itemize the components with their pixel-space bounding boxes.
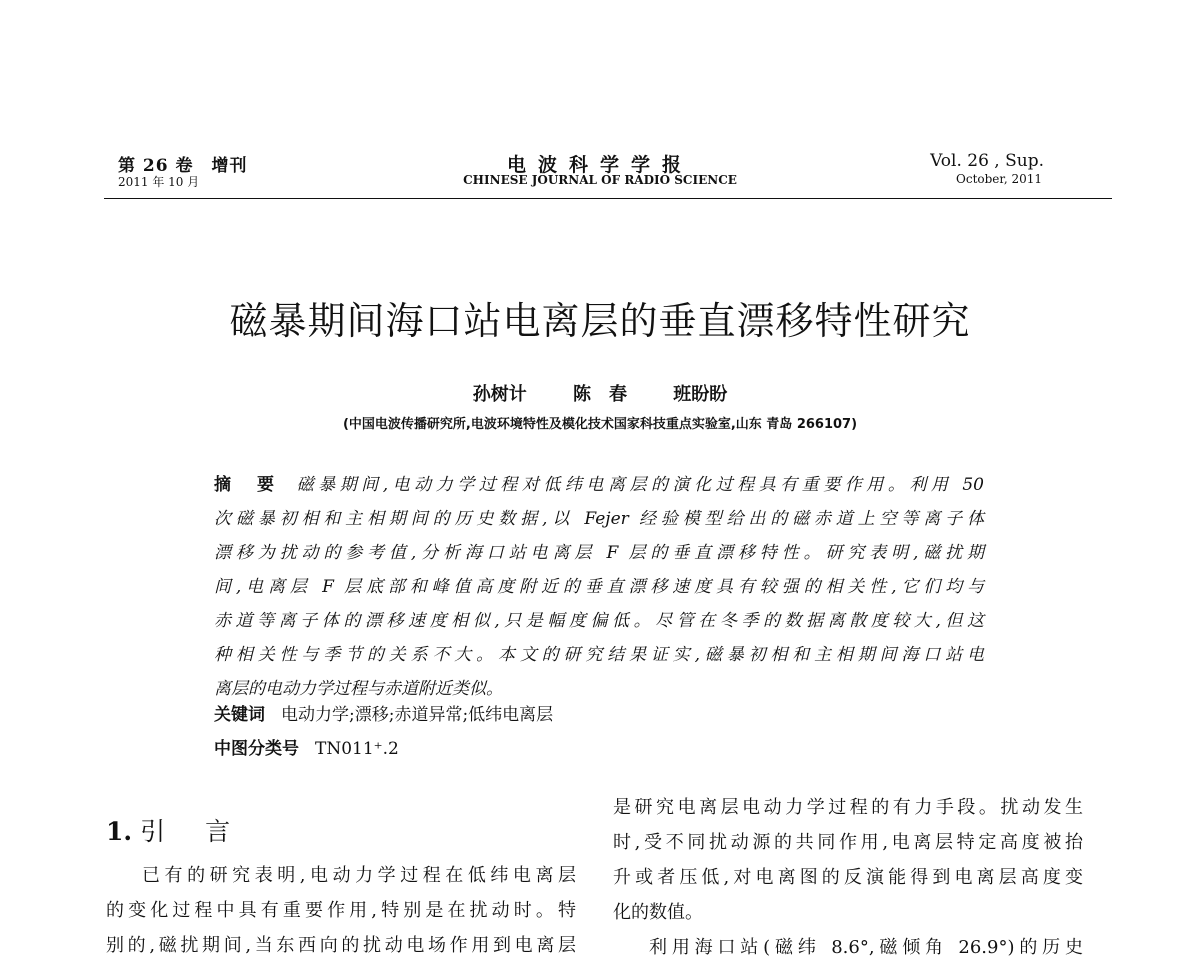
abstract-label: 摘 要 xyxy=(214,475,279,495)
issue-date-en: October, 2011 xyxy=(956,172,1042,186)
abstract-line-7: 离层的电动力学过程与赤道附近类似。 xyxy=(214,679,503,699)
left-line-3: 别的,磁扰期间,当东西向的扰动电场作用到电离层 xyxy=(106,935,576,956)
issue-date: 2011 年 10 月 xyxy=(118,175,200,189)
right-line-3: 升或者压低,对电离图的反演能得到电离层高度变 xyxy=(613,867,1083,888)
author-1: 孙树计 xyxy=(472,384,527,405)
right-line-5: 利用海口站(磁纬 8.6°,磁倾角 26.9°)的历史 xyxy=(649,937,1083,958)
header-rule xyxy=(104,198,1112,199)
author-2: 陈 春 xyxy=(573,384,627,405)
right-line-1: 是研究电离层电动力学过程的有力手段。扰动发生 xyxy=(613,797,1083,818)
abstract-line-5: 赤道等离子体的漂移速度相似,只是幅度偏低。尽管在冬季的数据离散度较大,但这 xyxy=(214,611,984,631)
right-line-4: 化的数值。 xyxy=(613,902,703,923)
classification-code: TN011⁺.2 xyxy=(315,739,399,759)
abstract-line-4: 间,电离层 F 层底部和峰值高度附近的垂直漂移速度具有较强的相关性,它们均与 xyxy=(214,577,984,597)
keywords-text: 电动力学;漂移;赤道异常;低纬电离层 xyxy=(281,705,554,725)
section-heading xyxy=(106,812,270,848)
author-list xyxy=(0,380,1200,406)
abstract-line-1: 磁暴期间,电动力学过程对低纬电离层的演化过程具有重要作用。利用 50 xyxy=(296,475,984,495)
section-title: 引言 xyxy=(140,817,271,846)
volume-label: 第 26 卷 增刊 xyxy=(118,156,248,176)
abstract-line-3: 漂移为扰动的参考值,分析海口站电离层 F 层的垂直漂移特性。研究表明,磁扰期 xyxy=(214,543,984,563)
keywords xyxy=(214,700,553,725)
right-column xyxy=(613,790,1083,965)
left-column xyxy=(106,858,576,963)
abstract-line-2: 次磁暴初相和主相期间的历史数据,以 Fejer 经验模型给出的磁赤道上空等离子体 xyxy=(214,509,984,529)
volume-label-en: Vol. 26 , Sup. xyxy=(930,151,1044,171)
classification xyxy=(214,734,399,759)
classification-label: 中图分类号 xyxy=(214,739,299,759)
abstract xyxy=(214,468,984,706)
paper-title: 磁暴期间海口站电离层的垂直漂移特性研究 xyxy=(229,299,971,343)
section-number: 1. xyxy=(106,817,133,846)
author-3: 班盼盼 xyxy=(673,384,728,405)
journal-name-cn: 电波科学学报 xyxy=(506,154,693,176)
keywords-label: 关键词 xyxy=(214,705,265,725)
left-line-1: 已有的研究表明,电动力学过程在低纬电离层 xyxy=(142,865,576,886)
right-line-2: 时,受不同扰动源的共同作用,电离层特定高度被抬 xyxy=(613,832,1083,853)
left-line-2: 的变化过程中具有重要作用,特别是在扰动时。特 xyxy=(106,900,576,921)
affiliation: (中国电波传播研究所,电波环境特性及模化技术国家科技重点实验室,山东 青岛 266107) xyxy=(342,417,858,432)
journal-name-en: CHINESE JOURNAL OF RADIO SCIENCE xyxy=(463,173,737,187)
abstract-line-6: 种相关性与季节的关系不大。本文的研究结果证实,磁暴初相和主相期间海口站电 xyxy=(214,645,984,665)
